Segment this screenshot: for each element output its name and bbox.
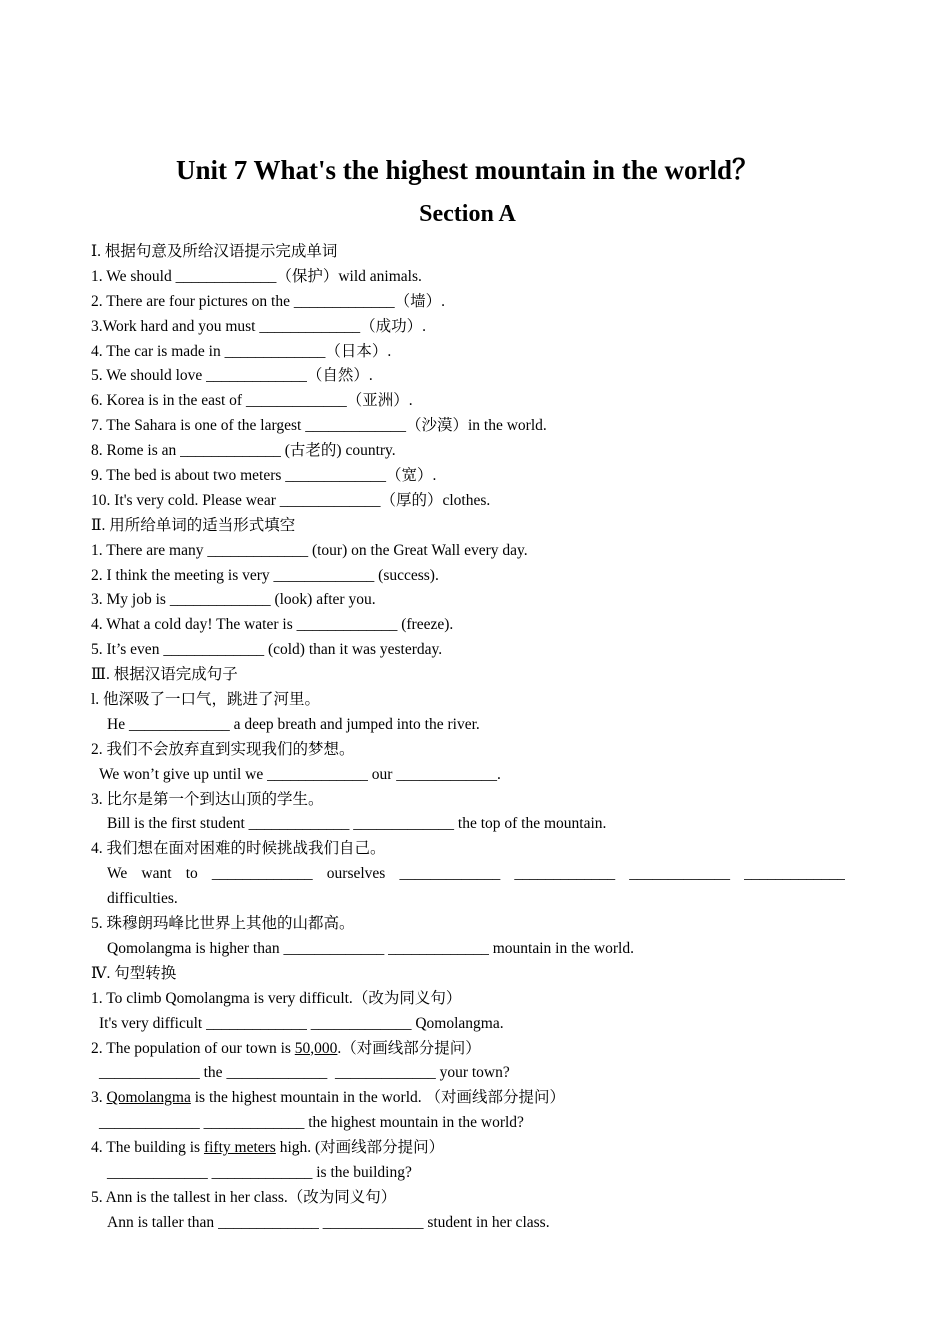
answer-blank[interactable]: _____________ <box>203 1114 305 1132</box>
answer-blank[interactable]: _____________ <box>180 442 281 460</box>
part3-q1-chinese: l. 他深吸了一口气，跳进了河里。 <box>91 691 321 709</box>
part1-item: 8. Rome is an _____________ (古老的) country. <box>91 442 396 460</box>
answer-blank[interactable]: _____________ <box>267 765 368 783</box>
part3-q2-chinese: 2. 我们不会放弃直到实现我们的梦想。 <box>91 740 355 758</box>
part2-item: 5. It’s even _____________ (cold) than it was yesterday. <box>91 641 443 659</box>
answer-blank[interactable]: _____________ <box>218 1213 319 1231</box>
part4-q4: 4. The building is fifty meters high. (对画线部分提问） <box>91 1139 445 1157</box>
part1-item: 5. We should love _____________（自然）. <box>91 367 373 385</box>
part1-item: 4. The car is made in _____________（日本）. <box>91 342 392 360</box>
answer-blank[interactable]: _____________ <box>279 491 381 509</box>
answer-blank[interactable]: _____________ <box>211 1163 313 1181</box>
part2-item: 3. My job is _____________ (look) after you. <box>91 591 376 609</box>
part2-item: 2. I think the meeting is very _____________ (success). <box>91 566 439 584</box>
answer-blank[interactable]: _____________ <box>128 715 230 733</box>
answer-blank[interactable]: _____________ <box>245 392 347 410</box>
part4-q4-answer: _____________ _____________ is the building? <box>107 1163 412 1181</box>
part2-item: 1. There are many _____________ (tour) on the Great Wall every day. <box>91 541 528 559</box>
part1-item: 7. The Sahara is one of the largest _____________（沙漠）in the world. <box>91 417 547 435</box>
part4-q2-answer: _____________ the _____________ _____________ your town? <box>99 1064 510 1082</box>
underlined-phrase: 50,000 <box>294 1039 338 1057</box>
page-title: Unit 7 What's the highest mountain in the world？ <box>175 155 760 185</box>
answer-blank[interactable]: _____________ <box>163 641 265 659</box>
answer-blank[interactable]: _____________ <box>207 541 309 559</box>
answer-blank[interactable]: _____________ <box>259 317 361 335</box>
part3-q4-continuation: difficulties. <box>107 890 178 908</box>
answer-blank[interactable]: _____________ <box>107 1163 208 1181</box>
answer-blank[interactable]: _____________ <box>206 367 307 385</box>
part4-q2: 2. The population of our town is 50,000.（对画线部分提问） <box>91 1039 481 1057</box>
part3-q4-answer: We want to _____________ ourselves _____________ _____________ _____________ _____________ <box>91 862 851 887</box>
answer-blank[interactable]: _____________ <box>305 417 406 435</box>
answer-blank[interactable]: _____________ <box>334 1064 436 1082</box>
underlined-phrase: fifty meters <box>203 1139 276 1157</box>
answer-blank[interactable]: _____________ <box>296 616 398 634</box>
answer-blank[interactable]: _____________ <box>293 292 395 310</box>
answer-blank[interactable]: _____________ <box>396 765 497 783</box>
underlined-phrase: Qomolangma <box>106 1089 191 1107</box>
answer-blank[interactable]: _____________ <box>310 1014 412 1032</box>
worksheet-body <box>91 240 851 1236</box>
answer-blank[interactable]: _____________ <box>226 1064 328 1082</box>
answer-blank[interactable]: _____________ <box>206 1014 307 1032</box>
answer-blank[interactable]: _____________ <box>388 939 489 957</box>
answer-blank[interactable]: _____________ <box>248 815 350 833</box>
answer-blank[interactable]: _____________ <box>322 1213 424 1231</box>
answer-blank[interactable]: _____________ <box>224 342 326 360</box>
part1-item: 2. There are four pictures on the _____________（墙）. <box>91 292 445 310</box>
answer-blank[interactable]: _____________ <box>283 939 385 957</box>
answer-blank[interactable]: _____________ <box>353 815 455 833</box>
part3-q5-chinese: 5. 珠穆朗玛峰比世界上其他的山都高。 <box>91 915 355 933</box>
part2-item: 4. What a cold day! The water is _____________ (freeze). <box>91 616 454 634</box>
part4-heading: Ⅳ. 句型转换 <box>91 964 177 982</box>
answer-blank[interactable]: _____________ <box>399 865 501 883</box>
part4-q3: 3. Qomolangma is the highest mountain in the world. （对画线部分提问） <box>91 1089 566 1107</box>
answer-blank[interactable]: _____________ <box>629 865 731 883</box>
part3-q1-answer: He _____________ a deep breath and jumped into the river. <box>107 715 480 733</box>
part1-item: 6. Korea is in the east of _____________（亚洲）. <box>91 392 413 410</box>
part4-q5-answer: Ann is taller than _____________ _____________ student in her class. <box>107 1213 550 1231</box>
answer-blank[interactable]: _____________ <box>514 865 616 883</box>
part1-item: 9. The bed is about two meters _____________（宽）. <box>91 467 437 485</box>
part3-q3-chinese: 3. 比尔是第一个到达山顶的学生。 <box>91 790 324 808</box>
part1-item: 1. We should _____________（保护）wild animals. <box>91 267 422 285</box>
part1-heading: Ⅰ. 根据句意及所给汉语提示完成单词 <box>91 243 338 260</box>
answer-blank[interactable]: _____________ <box>211 865 313 883</box>
part1-item: 10. It's very cold. Please wear _____________（厚的）clothes. <box>91 491 491 509</box>
answer-blank[interactable]: _____________ <box>285 467 387 485</box>
part3-q2-answer: We won’t give up until we _____________ our _____________. <box>99 765 501 783</box>
answer-blank[interactable]: _____________ <box>99 1064 200 1082</box>
part4-q5: 5. Ann is the tallest in her class.（改为同义句） <box>91 1188 397 1206</box>
section-title: Section A <box>419 201 516 227</box>
part3-q5-answer: Qomolangma is higher than _____________ _____________ mountain in the world. <box>107 939 634 957</box>
part1-item: 3.Work hard and you must _____________（成功）. <box>91 317 427 335</box>
part3-q4-chinese: 4. 我们想在面对困难的时候挑战我们自己。 <box>91 840 386 858</box>
part3-q3-answer: Bill is the first student _____________ _____________ the top of the mountain. <box>107 815 607 833</box>
part4-q3-answer: _____________ _____________ the highest mountain in the world? <box>99 1114 524 1132</box>
answer-blank[interactable]: _____________ <box>99 1114 200 1132</box>
part4-q1-answer: It's very difficult _____________ _____________ Qomolangma. <box>99 1014 504 1032</box>
part3-heading: Ⅲ. 根据汉语完成句子 <box>91 666 238 684</box>
answer-blank[interactable]: _____________ <box>273 566 375 584</box>
answer-blank[interactable]: _____________ <box>175 267 277 285</box>
answer-blank[interactable]: _____________ <box>744 865 845 883</box>
part2-heading: Ⅱ. 用所给单词的适当形式填空 <box>91 516 296 534</box>
answer-blank[interactable]: _____________ <box>169 591 271 609</box>
part4-q1: 1. To climb Qomolangma is very difficult.（改为同义句） <box>91 989 462 1007</box>
